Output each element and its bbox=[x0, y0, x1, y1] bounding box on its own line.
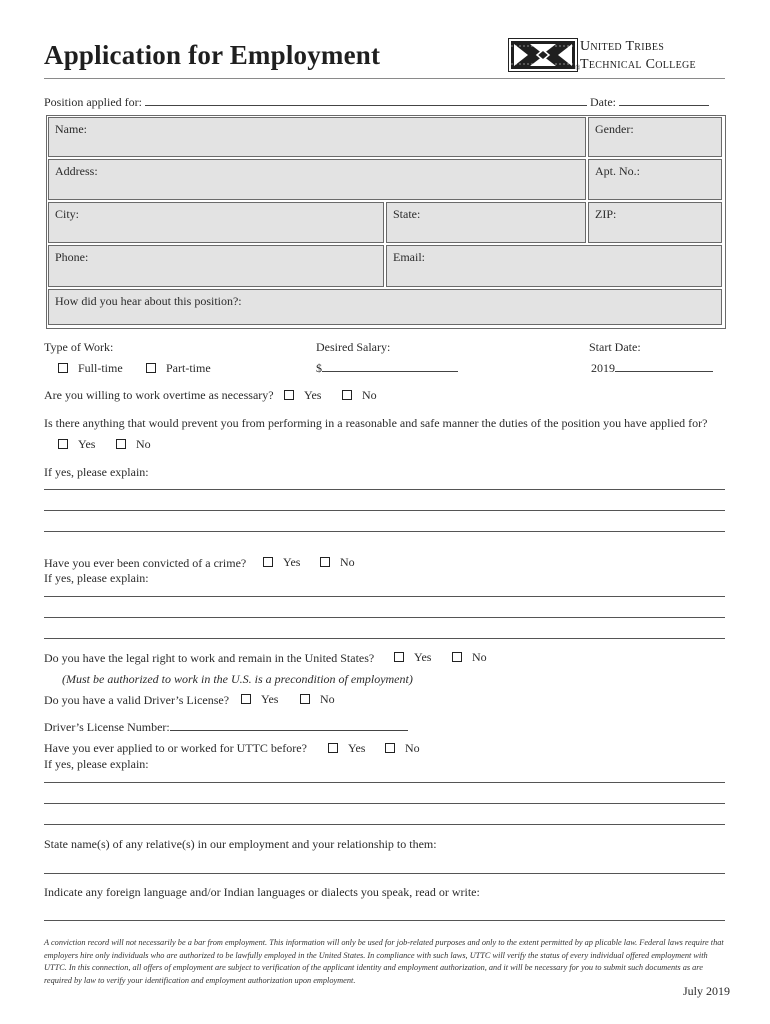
no-label: No bbox=[362, 388, 377, 402]
relatives-answer-line[interactable] bbox=[44, 873, 725, 874]
uttc-yes-checkbox[interactable] bbox=[328, 743, 338, 753]
no-label: No bbox=[320, 692, 335, 706]
name-label: Name: bbox=[55, 122, 87, 136]
part-time-checkbox[interactable] bbox=[146, 363, 156, 373]
desired-salary-input[interactable] bbox=[322, 361, 458, 372]
state-label: State: bbox=[393, 207, 421, 221]
full-time-option[interactable] bbox=[58, 361, 123, 376]
college-name-line2: Technical College bbox=[580, 57, 696, 72]
position-applied-input[interactable] bbox=[145, 95, 587, 106]
yes-label: Yes bbox=[348, 741, 366, 755]
referral-source-field[interactable] bbox=[48, 289, 722, 325]
email-label: Email: bbox=[393, 250, 425, 264]
languages-question: Indicate any foreign language and/or Indian languages or dialects you speak, read or write: bbox=[44, 885, 480, 899]
revision-date: July 2019 bbox=[683, 984, 731, 998]
referral-source-label: How did you hear about this position?: bbox=[55, 294, 242, 308]
legal-yes-option[interactable] bbox=[394, 650, 431, 665]
crime-explain-line-2[interactable] bbox=[44, 617, 725, 618]
license-number-input[interactable] bbox=[170, 720, 408, 731]
crime-yes-checkbox[interactable] bbox=[263, 557, 273, 567]
conviction-disclaimer: A conviction record will not necessarily be a bar from employment. This information will only be used for job-related purposes and only to the extent permitted by ap plicable law. Federal laws require that employers hire only individuals who are authorized to be lawfully employed in the United States. In compliance with such laws, UTTC will verify the status of every individual offered employment with UTTC. In this connection, all offers of employment are subject to verification of the applicant identity and employment authorization, and it will be necessary for you to submit such documents as are required by law to verify your identification and employment authorization upon employment. bbox=[44, 938, 724, 985]
start-date-row bbox=[591, 361, 713, 376]
part-time-label: Part-time bbox=[166, 361, 211, 375]
gender-label: Gender: bbox=[595, 122, 634, 136]
yes-label: Yes bbox=[414, 650, 432, 664]
prevent-yes-option[interactable] bbox=[58, 437, 95, 452]
desired-salary-label: Desired Salary: bbox=[316, 340, 391, 354]
prevent-explain-line-3[interactable] bbox=[44, 531, 725, 532]
license-no-option[interactable] bbox=[300, 692, 335, 707]
license-yes-checkbox[interactable] bbox=[241, 694, 251, 704]
full-time-checkbox[interactable] bbox=[58, 363, 68, 373]
city-label: City: bbox=[55, 207, 80, 221]
overtime-question: Are you willing to work overtime as necessary? bbox=[44, 388, 274, 402]
uttc-no-option[interactable] bbox=[385, 741, 420, 756]
part-time-option[interactable] bbox=[146, 361, 211, 376]
crime-explain-label: If yes, please explain: bbox=[44, 571, 149, 585]
phone-label: Phone: bbox=[55, 250, 89, 264]
email-field[interactable] bbox=[386, 245, 722, 287]
crime-no-checkbox[interactable] bbox=[320, 557, 330, 567]
type-of-work-label: Type of Work: bbox=[44, 340, 114, 354]
date-input[interactable] bbox=[619, 95, 709, 106]
yes-label: Yes bbox=[78, 437, 96, 451]
languages-answer-line[interactable] bbox=[44, 920, 725, 921]
overtime-no-checkbox[interactable] bbox=[342, 390, 352, 400]
legal-no-option[interactable] bbox=[452, 650, 487, 665]
zip-field[interactable] bbox=[588, 202, 722, 243]
prevent-explain-line-2[interactable] bbox=[44, 510, 725, 511]
overtime-no-option[interactable] bbox=[342, 388, 377, 403]
address-label: Address: bbox=[55, 164, 98, 178]
yes-label: Yes bbox=[283, 555, 301, 569]
gender-field[interactable] bbox=[588, 117, 722, 157]
title-divider bbox=[44, 78, 725, 79]
zip-label: ZIP: bbox=[595, 207, 617, 221]
apt-field[interactable] bbox=[588, 159, 722, 200]
legal-right-note: (Must be authorized to work in the U.S. is a precondition of employment) bbox=[62, 672, 413, 686]
relatives-question: State name(s) of any relative(s) in our employment and your relationship to them: bbox=[44, 837, 437, 851]
desired-salary-row bbox=[316, 361, 458, 376]
prevent-no-option[interactable] bbox=[116, 437, 151, 452]
no-label: No bbox=[405, 741, 420, 755]
start-date-label: Start Date: bbox=[589, 340, 641, 354]
uttc-yes-option[interactable] bbox=[328, 741, 365, 756]
license-number-row bbox=[44, 720, 408, 735]
address-field[interactable] bbox=[48, 159, 586, 200]
prevent-duties-question: Is there anything that would prevent you from performing in a reasonable and safe manner the duties of the position you have applied for? bbox=[44, 416, 708, 430]
drivers-license-question: Do you have a valid Driver’s License? bbox=[44, 693, 230, 707]
start-date-input[interactable] bbox=[615, 361, 713, 372]
phone-field[interactable] bbox=[48, 245, 384, 287]
overtime-yes-checkbox[interactable] bbox=[284, 390, 294, 400]
college-logo-icon bbox=[508, 38, 581, 72]
prevent-no-checkbox[interactable] bbox=[116, 439, 126, 449]
start-date-prefix: 2019 bbox=[591, 361, 615, 375]
legal-yes-checkbox[interactable] bbox=[394, 652, 404, 662]
apt-label: Apt. No.: bbox=[595, 164, 640, 178]
college-name bbox=[580, 38, 696, 74]
overtime-yes-option[interactable] bbox=[284, 388, 321, 403]
full-time-label: Full-time bbox=[78, 361, 123, 375]
legal-right-question: Do you have the legal right to work and remain in the United States? bbox=[44, 651, 375, 665]
no-label: No bbox=[340, 555, 355, 569]
city-field[interactable] bbox=[48, 202, 384, 243]
date-label: Date: bbox=[590, 95, 616, 109]
license-no-checkbox[interactable] bbox=[300, 694, 310, 704]
crime-question: Have you ever been convicted of a crime? bbox=[44, 556, 247, 570]
prevent-explain-line-1[interactable] bbox=[44, 489, 725, 490]
crime-yes-option[interactable] bbox=[263, 555, 300, 570]
position-applied-label: Position applied for: bbox=[44, 95, 142, 109]
license-number-label: Driver’s License Number: bbox=[44, 720, 170, 734]
prevent-explain-label: If yes, please explain: bbox=[44, 465, 149, 479]
page-title: Application for Employment bbox=[44, 40, 381, 70]
crime-explain-line-1[interactable] bbox=[44, 596, 725, 597]
salary-prefix: $ bbox=[316, 361, 322, 375]
yes-label: Yes bbox=[304, 388, 322, 402]
yes-label: Yes bbox=[261, 692, 279, 706]
no-label: No bbox=[136, 437, 151, 451]
uttc-explain-line-2[interactable] bbox=[44, 803, 725, 804]
uttc-no-checkbox[interactable] bbox=[385, 743, 395, 753]
license-yes-option[interactable] bbox=[241, 692, 278, 707]
state-field[interactable] bbox=[386, 202, 586, 243]
college-name-line1: United Tribes bbox=[580, 39, 665, 54]
legal-no-checkbox[interactable] bbox=[452, 652, 462, 662]
no-label: No bbox=[472, 650, 487, 664]
registered-mark: ® bbox=[575, 64, 581, 72]
name-field[interactable] bbox=[48, 117, 586, 157]
prevent-yes-checkbox[interactable] bbox=[58, 439, 68, 449]
crime-no-option[interactable] bbox=[320, 555, 355, 570]
uttc-before-question: Have you ever applied to or worked for UTTC before? bbox=[44, 741, 307, 755]
uttc-explain-line-1[interactable] bbox=[44, 782, 725, 783]
crime-explain-line-3[interactable] bbox=[44, 638, 725, 639]
position-applied-row bbox=[44, 95, 709, 110]
uttc-explain-label: If yes, please explain: bbox=[44, 757, 149, 771]
uttc-explain-line-3[interactable] bbox=[44, 824, 725, 825]
